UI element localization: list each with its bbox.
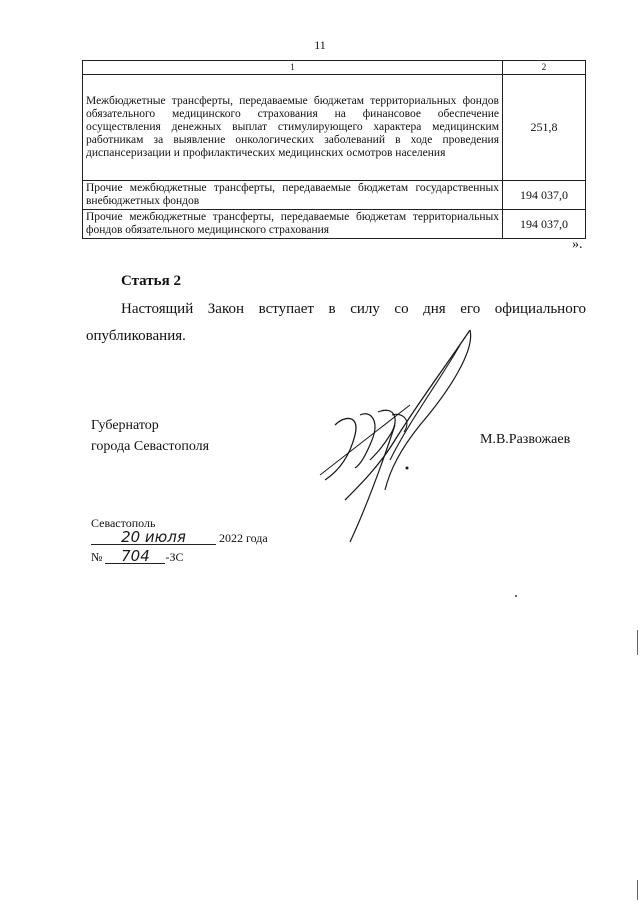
row-value: 194 037,0 (503, 210, 586, 239)
table-row (83, 181, 586, 210)
budget-table (82, 60, 586, 239)
handwritten-date: 20 июля (91, 530, 216, 545)
closing-quote: ». (572, 237, 583, 252)
scan-edge-mark (637, 630, 638, 655)
table-header-row (83, 61, 586, 75)
handwritten-law-number: 704 (105, 549, 165, 564)
number-sign: № (91, 550, 103, 564)
handwritten-signature (300, 320, 500, 550)
row-value: 194 037,0 (503, 181, 586, 210)
table-header-col2: 2 (503, 61, 586, 75)
signatory-title-line1: Губернатор (91, 418, 159, 433)
row-description: Межбюджетные трансферты, передаваемые бюджетам территориальных фондов обязательного медицинского страхования на финансовое обеспечение осуществления денежных выплат стимулирующего характера медицинским работникам за выявление онкологических заболеваний в ходе проведения диспансеризации и профилактических медицинских осмотров населения (83, 75, 503, 181)
row-description: Прочие межбюджетные трансферты, передаваемые бюджетам государственных внебюджетных фондов (83, 181, 503, 210)
date-year: 2022 года (219, 531, 268, 545)
place-of-signing: Севастополь (91, 516, 156, 530)
scan-speck (515, 595, 517, 597)
signatory-title-line2: города Севастополя (91, 439, 210, 454)
page-number: 11 (314, 38, 326, 52)
date-line (91, 530, 268, 546)
law-number-suffix: -ЗС (165, 550, 184, 564)
scan-edge-mark (637, 880, 638, 900)
signatory-name: М.В.Развожаев (480, 432, 571, 447)
law-number-line (91, 549, 183, 565)
article-title: Статья 2 (121, 273, 181, 289)
table-row (83, 210, 586, 239)
row-description: Прочие межбюджетные трансферты, передаваемые бюджетам территориальных фондов обязательного медицинского страхования (83, 210, 503, 239)
table-row (83, 75, 586, 181)
article-body: Настоящий Закон вступает в силу со дня его официального опубликования. (86, 301, 586, 344)
signatory-title (91, 415, 209, 457)
table-header-col1: 1 (83, 61, 503, 75)
row-value: 251,8 (503, 75, 586, 181)
